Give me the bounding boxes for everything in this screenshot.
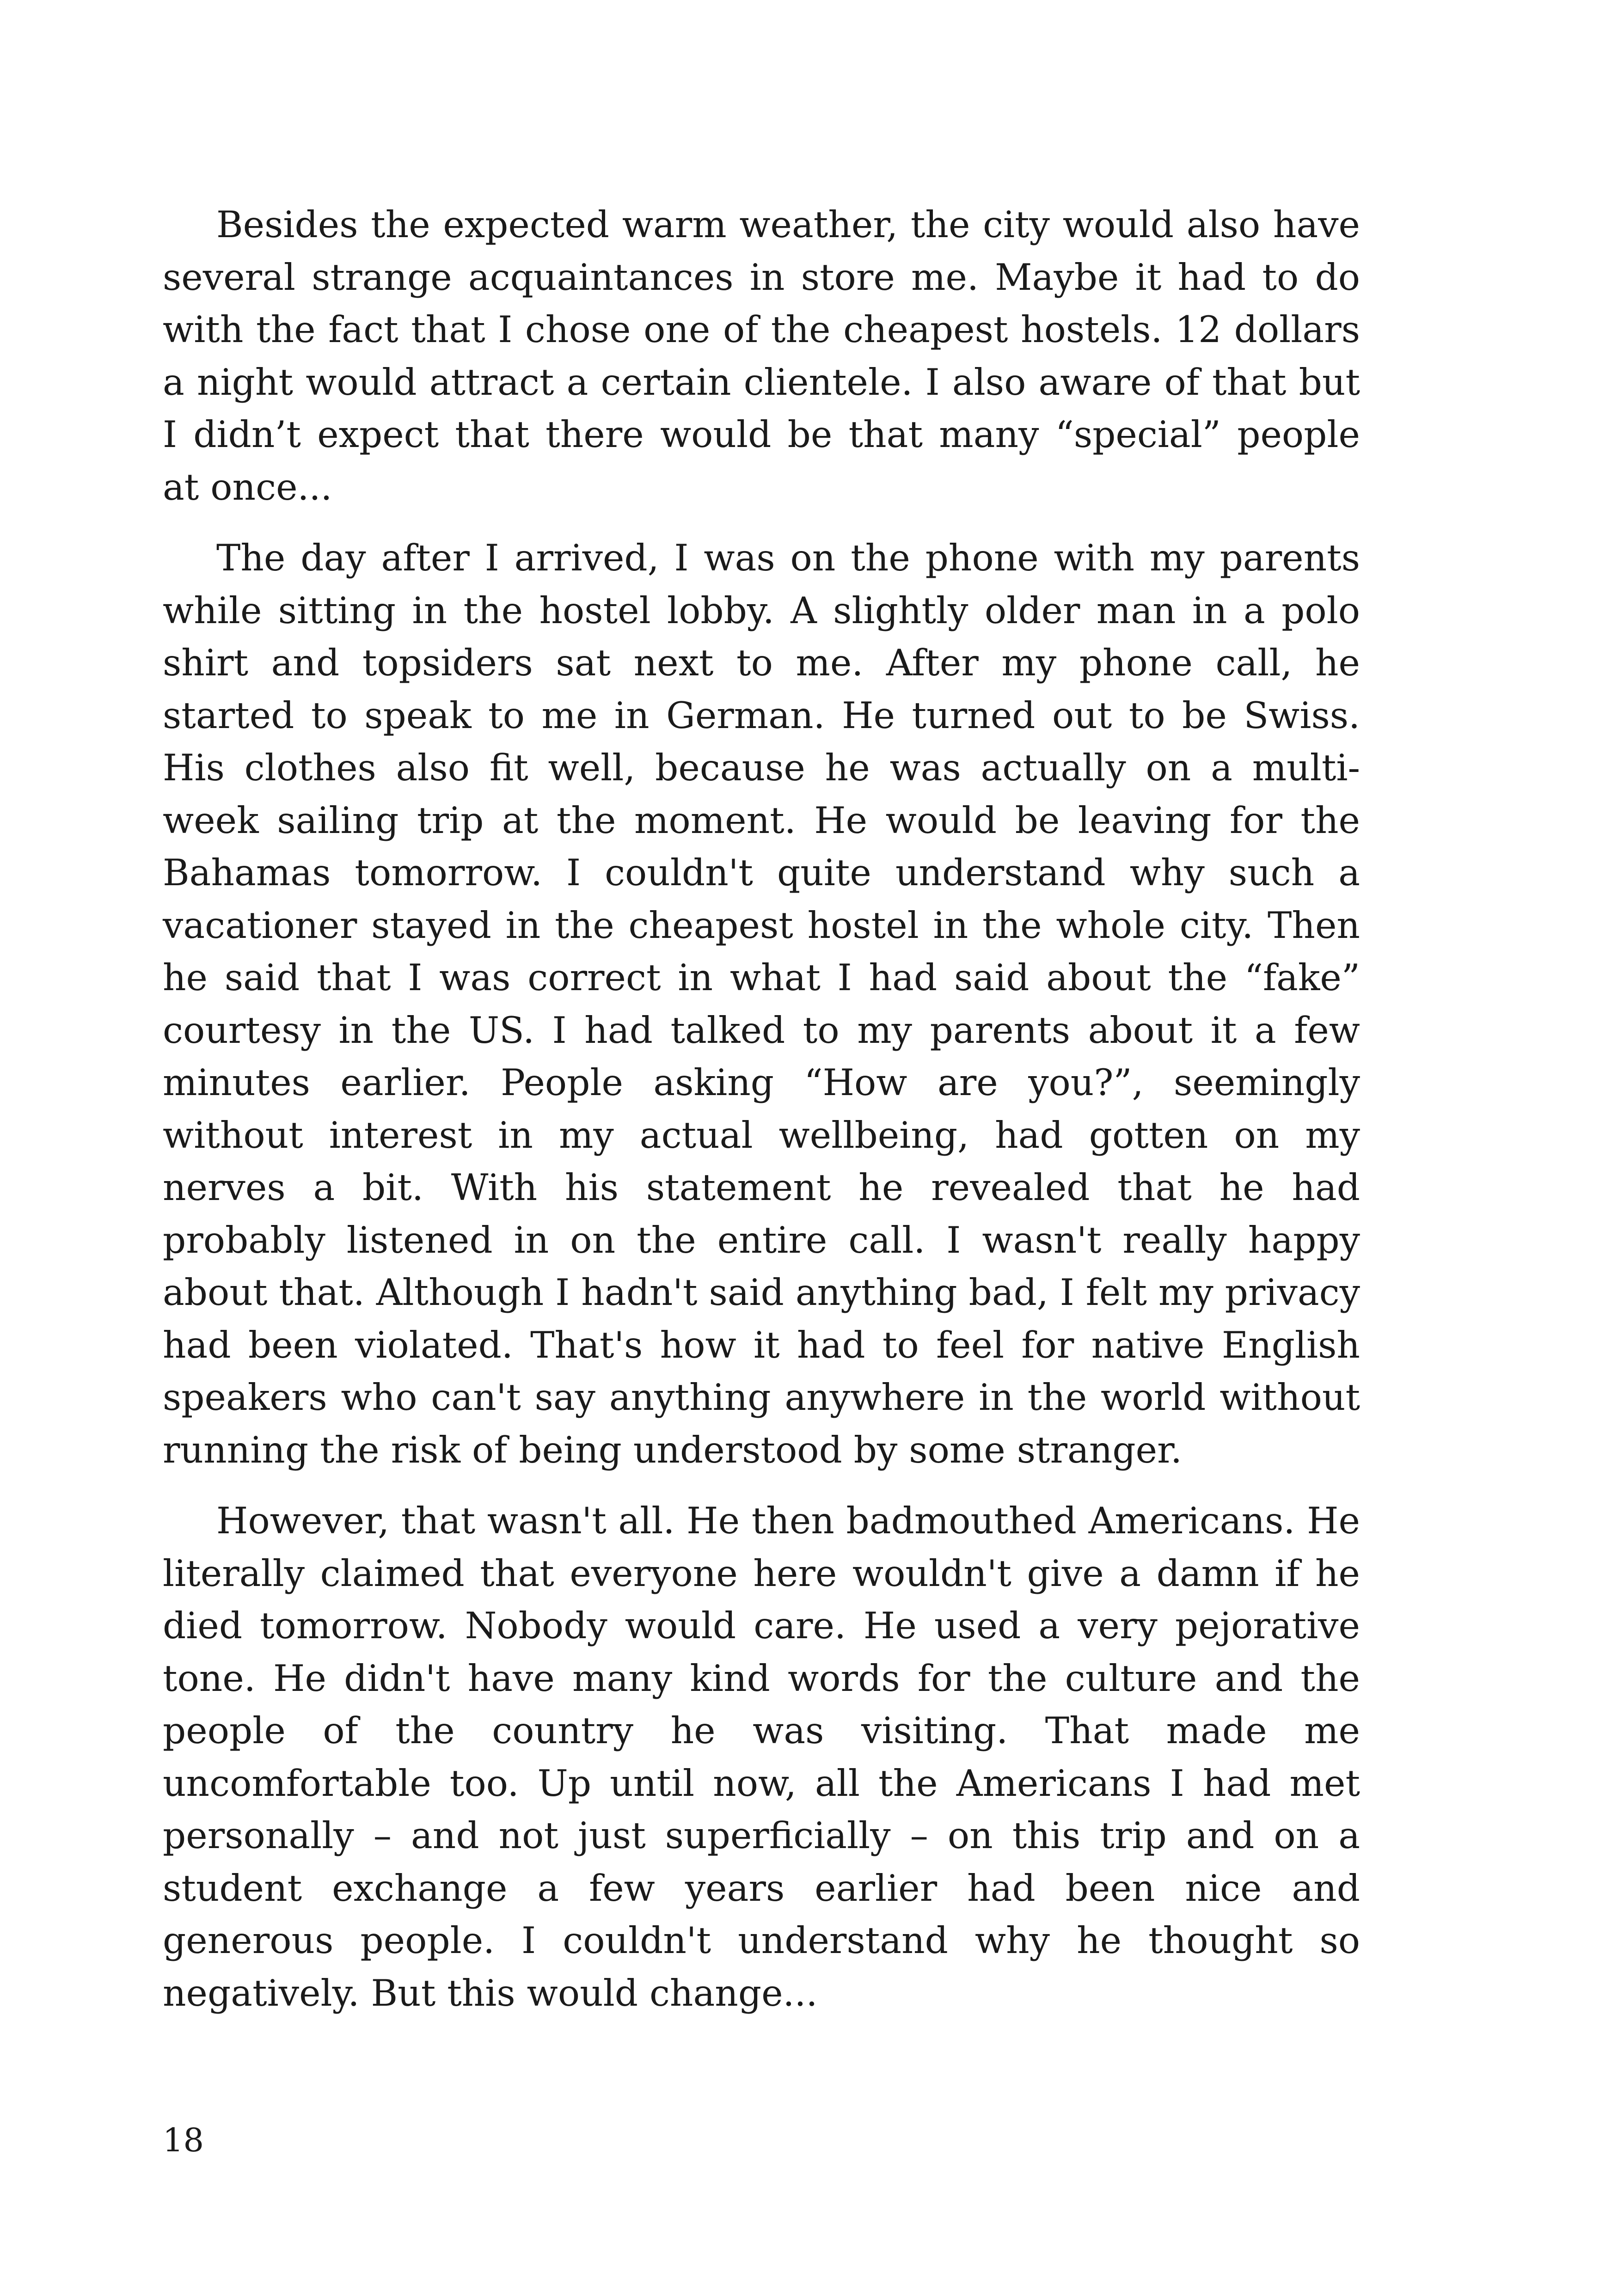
page-number: 18 — [163, 2121, 204, 2159]
paragraph-1: Besides the expected warm weather, the city would also have several strange acquaintances in store me. Maybe it had to do with the fact that I chose one of the cheapest hostels. 12 dollars a night would attract a certain clientele. I also aware of that but I didn’t expect that there would be that many “special” people at once... — [163, 203, 1360, 508]
paragraph-2: The day after I arrived, I was on the phone with my parents while sitting in the hostel lobby. A slightly older man in a polo shirt and topsiders sat next to me. After my phone call, he started to speak to me in German. He turned out to be Swiss. His clothes also fit well, because he was actually on a multi-week sailing trip at the moment. He would be leaving for the Bahamas tomorrow. I couldn't quite understand why such a vacationer stayed in the cheapest hostel in the whole city. Then he said that I was correct in what I had said about the “fake” courtesy in the US. I had talked to my parents about it a few minutes earlier. People asking “How are you?”, seemingly without interest in my actual wellbeing, had gotten on my nerves a bit. With his statement he revealed that he had probably listened in on the entire call. I wasn't really happy about that. Although I hadn't said anything bad, I felt my privacy had been violated. That's how it had to feel for native English speakers who can't say anything anywhere in the world without running the risk of being understood by some stranger. — [163, 537, 1360, 1471]
paragraph-3: However, that wasn't all. He then badmouthed Americans. He literally claimed that everyone here wouldn't give a damn if he died tomorrow. Nobody would care. He used a very pejorative tone. He didn't have many kind words for the culture and the people of the country he was visiting. That made me uncomfortable too. Up until now, all the Americans I had met personally – and not just superficially – on this trip and on a student exchange a few years earlier had been nice and generous people. I couldn't understand why he thought so negatively. But this would change... — [163, 1500, 1360, 2014]
body-text — [163, 199, 1360, 2038]
